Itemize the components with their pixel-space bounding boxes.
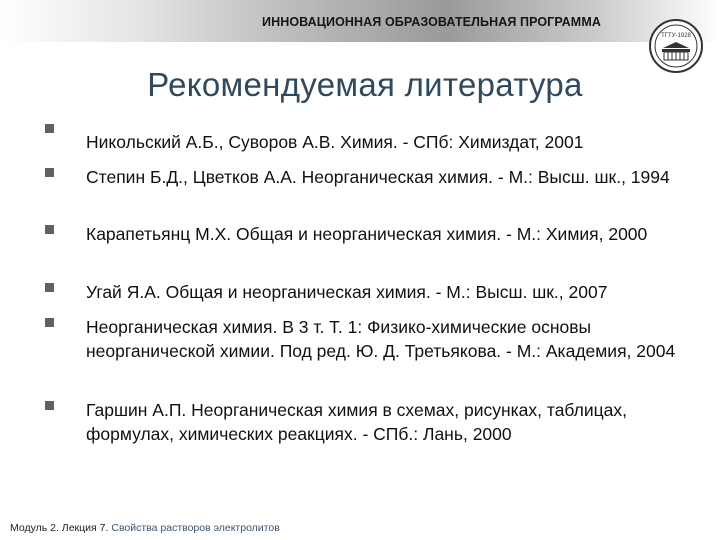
reference-item: Гаршин А.П. Неорганическая химия в схемах, рисунках, таблицах, формулах, химических реакциях. - СПб.: Лань, 2000 — [86, 400, 628, 444]
footer-module: Модуль 2. Лекция 7. — [10, 522, 109, 534]
reference-item: Степин Б.Д., Цветков А.А. Неорганическая химия. - М.: Высш. шк., 1994 — [86, 167, 670, 187]
bullet-marker — [45, 401, 54, 410]
svg-text:ТГТУ-1928: ТГТУ-1928 — [661, 33, 691, 39]
footer-lecture-title: Свойства растворов электролитов — [111, 522, 280, 534]
bullet-marker — [45, 168, 54, 177]
slide-title: Рекомендуемая литература — [147, 66, 583, 103]
program-title: ИННОВАЦИОННАЯ ОБРАЗОВАТЕЛЬНАЯ ПРОГРАММА — [262, 15, 601, 29]
bullet-marker — [45, 124, 54, 133]
reference-item: Карапетьянц М.Х. Общая и неорганическая химия. - М.: Химия, 2000 — [86, 224, 648, 244]
bullet-marker — [45, 318, 54, 327]
reference-item: Угай Я.А. Общая и неорганическая химия. - М.: Высш. шк., 2007 — [86, 282, 608, 302]
footer — [10, 522, 280, 534]
bullet-marker — [45, 283, 54, 292]
bullet-marker — [45, 225, 54, 234]
reference-item: Неорганическая химия. В 3 т. Т. 1: Физико-химические основы неорганической химии. Под ред. Ю. Д. Третьякова. - М.: Академия, 2004 — [86, 317, 676, 361]
reference-item: Никольский А.Б., Суворов А.В. Химия. - СПб: Химиздат, 2001 — [86, 132, 584, 152]
